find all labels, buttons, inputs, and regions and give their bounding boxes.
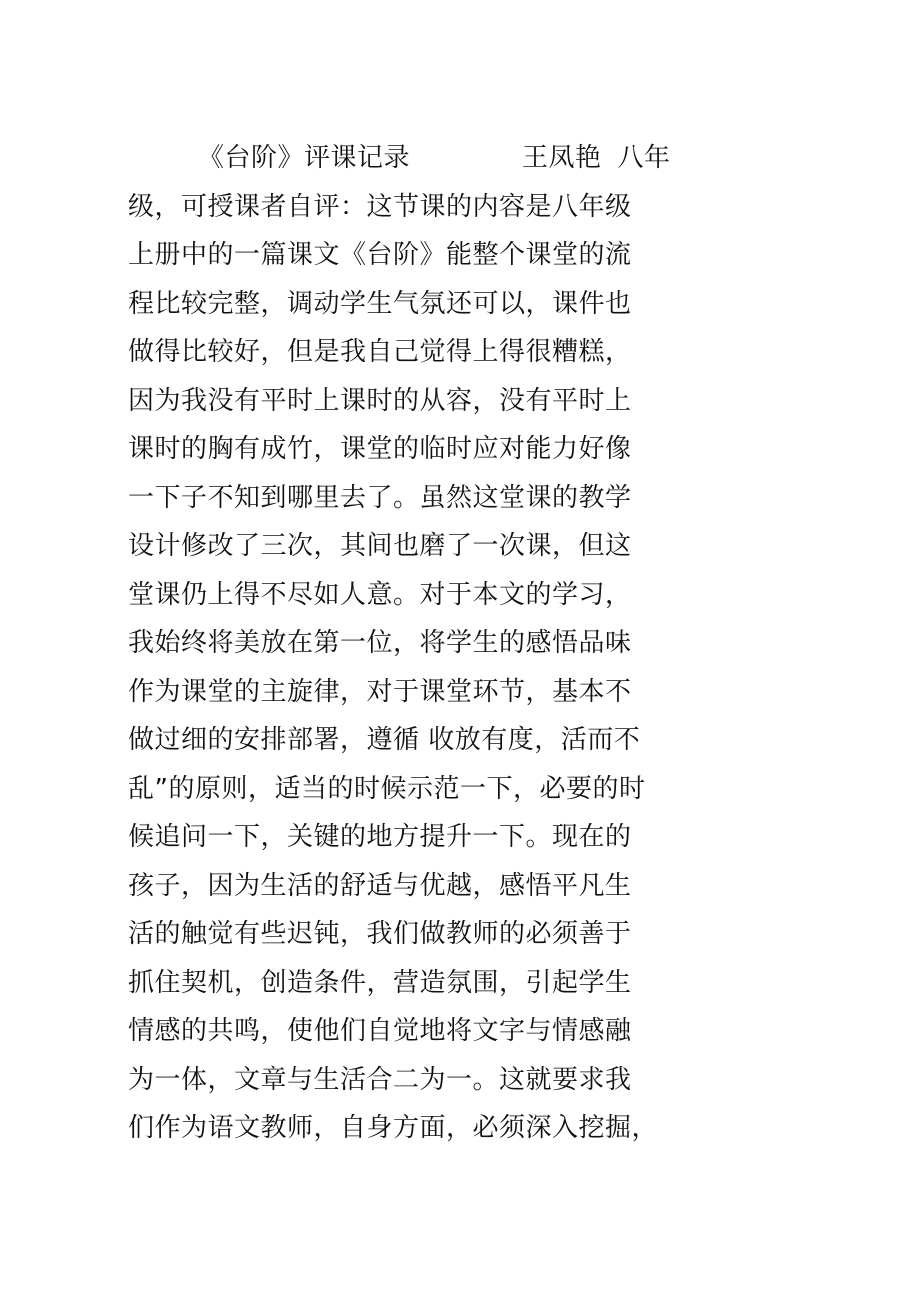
author-name: 王凤艳 [522, 143, 602, 173]
body-line: 上册中的一篇课文《台阶》能整个课堂的流 [128, 240, 632, 270]
body-line: 课时的胸有成竹，课堂的临时应对能力好像 [128, 434, 632, 464]
body-line: 乱”的原则，适当的时候示范一下，必要的时 [128, 773, 646, 804]
body-line: 一下子不知到哪里去了。虽然这堂课的教学 [128, 482, 632, 513]
body-line: 候追问一下，关键的地方提升一下。现在的 [128, 822, 632, 852]
body-line: 们作为语文教师，自身方面，必须深入挖掘， [128, 1113, 659, 1143]
body-line: 活的触觉有些迟钝，我们做教师的必须善于 [128, 919, 632, 949]
document-body [128, 134, 728, 1153]
grade-label: 八年 [617, 143, 671, 173]
body-line: 程比较完整，调动学生气氛还可以，课件也 [128, 288, 632, 319]
body-line: 设计修改了三次，其间也磨了一次课，但这 [128, 531, 632, 561]
body-line: 作为课堂的主旋律，对于课堂环节，基本不 [128, 676, 632, 707]
body-line: 级，可授课者自评：这节课的内容是八年级 [128, 191, 632, 222]
title-line [128, 134, 728, 183]
body-line: 做过细的安排部署，遵循 收放有度，活而不 [128, 725, 641, 755]
body-line: 孩子，因为生活的舒适与优越，感悟平凡生 [128, 870, 632, 901]
body-line: 做得比较好，但是我自己觉得上得很糟糕， [128, 337, 632, 367]
body-line: 情感的共鸣，使他们自觉地将文字与情感融 [128, 1016, 632, 1046]
body-line: 我始终将美放在第一位，将学生的感悟品味 [128, 628, 632, 658]
document-title: 《台阶》评课记录 [198, 143, 411, 173]
body-line: 为一体，文章与生活合二为一。这就要求我 [128, 1064, 632, 1095]
body-line: 堂课仍上得不尽如人意。对于本文的学习， [128, 579, 632, 610]
body-line: 因为我没有平时上课时的从容，没有平时上 [128, 385, 632, 416]
body-line: 抓住契机，创造条件，营造氛围，引起学生 [128, 967, 632, 998]
